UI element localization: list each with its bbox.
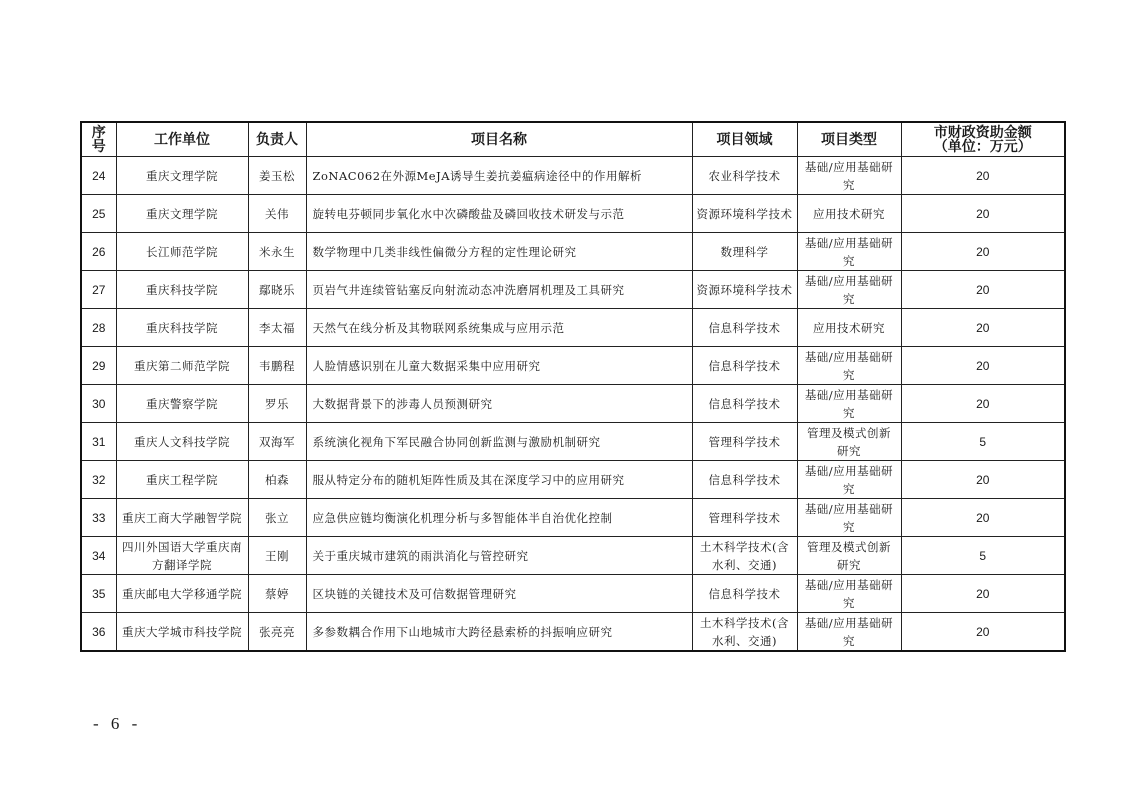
cell-field: 土木科学技术(含水利、交通) (692, 537, 797, 575)
cell-leader: 鄢晓乐 (248, 271, 306, 309)
cell-funding: 20 (901, 385, 1065, 423)
header-title: 项目名称 (306, 122, 692, 157)
table-row (81, 461, 1065, 499)
cell-type: 管理及模式创新研究 (797, 537, 901, 575)
cell-leader: 张亮亮 (248, 613, 306, 652)
cell-seq: 27 (81, 271, 116, 309)
cell-title: 旋转电芬顿同步氧化水中次磷酸盐及磷回收技术研发与示范 (306, 195, 692, 233)
cell-unit: 重庆文理学院 (116, 195, 248, 233)
header-funding-line2: （单位：万元） (933, 138, 1032, 155)
cell-field: 农业科学技术 (692, 157, 797, 195)
cell-leader: 张立 (248, 499, 306, 537)
table-row (81, 271, 1065, 309)
cell-seq: 30 (81, 385, 116, 423)
cell-seq: 36 (81, 613, 116, 652)
cell-type: 应用技术研究 (797, 309, 901, 347)
cell-leader: 姜玉松 (248, 157, 306, 195)
cell-seq: 25 (81, 195, 116, 233)
cell-seq: 32 (81, 461, 116, 499)
cell-field: 管理科学技术 (692, 423, 797, 461)
cell-funding: 20 (901, 309, 1065, 347)
table-row (81, 385, 1065, 423)
cell-title: 数学物理中几类非线性偏微分方程的定性理论研究 (306, 233, 692, 271)
table-row (81, 613, 1065, 652)
cell-funding: 5 (901, 423, 1065, 461)
cell-unit: 重庆工商大学融智学院 (116, 499, 248, 537)
table-row (81, 309, 1065, 347)
header-type: 项目类型 (797, 122, 901, 157)
table-row (81, 157, 1065, 195)
cell-type: 基础/应用基础研究 (797, 233, 901, 271)
cell-funding: 20 (901, 461, 1065, 499)
cell-type: 基础/应用基础研究 (797, 271, 901, 309)
cell-unit: 长江师范学院 (116, 233, 248, 271)
table-row (81, 537, 1065, 575)
cell-funding: 20 (901, 347, 1065, 385)
header-seq: 序号 (81, 122, 116, 157)
cell-type: 基础/应用基础研究 (797, 157, 901, 195)
cell-seq: 28 (81, 309, 116, 347)
cell-unit: 重庆第二师范学院 (116, 347, 248, 385)
cell-funding: 20 (901, 195, 1065, 233)
cell-field: 信息科学技术 (692, 347, 797, 385)
cell-unit: 重庆人文科技学院 (116, 423, 248, 461)
table-row (81, 423, 1065, 461)
cell-leader: 双海军 (248, 423, 306, 461)
cell-seq: 33 (81, 499, 116, 537)
cell-field: 信息科学技术 (692, 385, 797, 423)
cell-seq: 29 (81, 347, 116, 385)
cell-type: 基础/应用基础研究 (797, 385, 901, 423)
cell-funding: 20 (901, 157, 1065, 195)
header-unit: 工作单位 (116, 122, 248, 157)
cell-title: 关于重庆城市建筑的雨洪消化与管控研究 (306, 537, 692, 575)
cell-type: 基础/应用基础研究 (797, 499, 901, 537)
table-row (81, 347, 1065, 385)
cell-title: 页岩气井连续管钻塞反向射流动态冲洗磨屑机理及工具研究 (306, 271, 692, 309)
cell-unit: 四川外国语大学重庆南方翻译学院 (116, 537, 248, 575)
cell-type: 应用技术研究 (797, 195, 901, 233)
header-funding (901, 122, 1065, 157)
cell-seq: 24 (81, 157, 116, 195)
header-leader: 负责人 (248, 122, 306, 157)
cell-leader: 关伟 (248, 195, 306, 233)
cell-field: 土木科学技术(含水利、交通) (692, 613, 797, 652)
cell-type: 基础/应用基础研究 (797, 575, 901, 613)
cell-seq: 35 (81, 575, 116, 613)
cell-field: 数理科学 (692, 233, 797, 271)
cell-title: 服从特定分布的随机矩阵性质及其在深度学习中的应用研究 (306, 461, 692, 499)
cell-field: 资源环境科学技术 (692, 271, 797, 309)
cell-funding: 5 (901, 537, 1065, 575)
cell-field: 管理科学技术 (692, 499, 797, 537)
cell-leader: 柏森 (248, 461, 306, 499)
cell-title: ZoNAC062在外源MeJA诱导生姜抗姜瘟病途径中的作用解析 (306, 157, 692, 195)
table-row (81, 233, 1065, 271)
header-field: 项目领域 (692, 122, 797, 157)
cell-leader: 罗乐 (248, 385, 306, 423)
cell-seq: 31 (81, 423, 116, 461)
table-row (81, 575, 1065, 613)
cell-unit: 重庆邮电大学移通学院 (116, 575, 248, 613)
cell-unit: 重庆大学城市科技学院 (116, 613, 248, 652)
funding-table (80, 121, 1066, 652)
cell-type: 基础/应用基础研究 (797, 613, 901, 652)
cell-unit: 重庆警察学院 (116, 385, 248, 423)
cell-title: 应急供应链均衡演化机理分析与多智能体半自治优化控制 (306, 499, 692, 537)
cell-unit: 重庆科技学院 (116, 309, 248, 347)
cell-type: 基础/应用基础研究 (797, 461, 901, 499)
cell-title: 人脸情感识别在儿童大数据采集中应用研究 (306, 347, 692, 385)
cell-leader: 米永生 (248, 233, 306, 271)
cell-type: 管理及模式创新研究 (797, 423, 901, 461)
page-number: - 6 - (93, 714, 142, 733)
cell-funding: 20 (901, 613, 1065, 652)
header-funding-line1: 市财政资助金额 (933, 124, 1032, 141)
cell-funding: 20 (901, 499, 1065, 537)
cell-funding: 20 (901, 575, 1065, 613)
cell-field: 信息科学技术 (692, 309, 797, 347)
table-row (81, 195, 1065, 233)
cell-leader: 李太福 (248, 309, 306, 347)
cell-leader: 蔡婷 (248, 575, 306, 613)
cell-unit: 重庆科技学院 (116, 271, 248, 309)
cell-funding: 20 (901, 233, 1065, 271)
table-header-row (81, 122, 1065, 157)
cell-leader: 王刚 (248, 537, 306, 575)
cell-title: 多参数耦合作用下山地城市大跨径悬索桥的抖振响应研究 (306, 613, 692, 652)
cell-field: 资源环境科学技术 (692, 195, 797, 233)
cell-seq: 26 (81, 233, 116, 271)
cell-leader: 韦鹏程 (248, 347, 306, 385)
cell-unit: 重庆工程学院 (116, 461, 248, 499)
cell-unit: 重庆文理学院 (116, 157, 248, 195)
cell-title: 区块链的关键技术及可信数据管理研究 (306, 575, 692, 613)
table-row (81, 499, 1065, 537)
cell-title: 天然气在线分析及其物联网系统集成与应用示范 (306, 309, 692, 347)
cell-title: 大数据背景下的涉毒人员预测研究 (306, 385, 692, 423)
cell-funding: 20 (901, 271, 1065, 309)
cell-field: 信息科学技术 (692, 461, 797, 499)
cell-seq: 34 (81, 537, 116, 575)
cell-type: 基础/应用基础研究 (797, 347, 901, 385)
cell-field: 信息科学技术 (692, 575, 797, 613)
cell-title: 系统演化视角下军民融合协同创新监测与激励机制研究 (306, 423, 692, 461)
